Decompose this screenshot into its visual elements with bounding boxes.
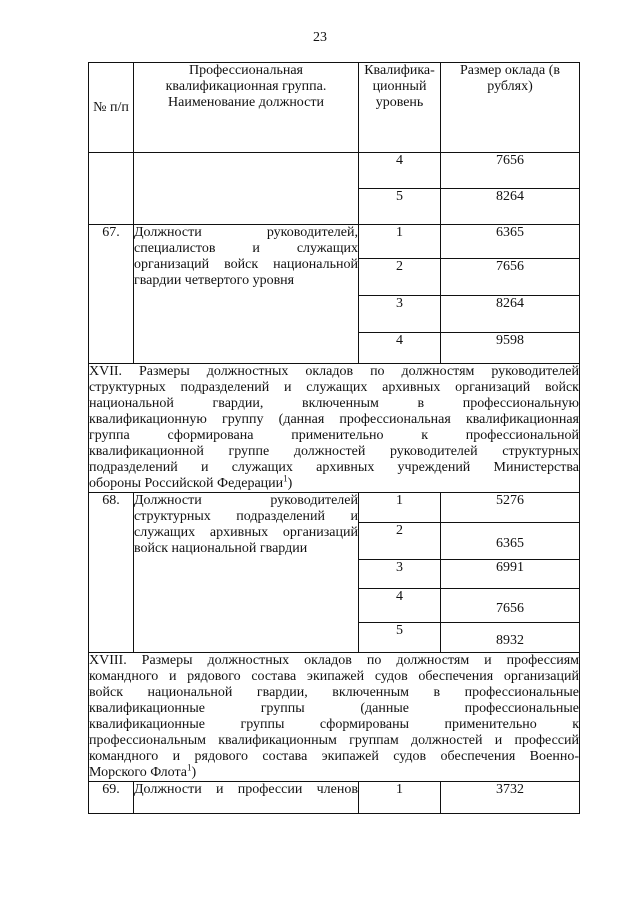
level-cell: 1 <box>359 782 441 814</box>
section-xviii-heading <box>89 653 580 782</box>
name-line: гвардии четвертого уровня <box>134 273 295 288</box>
salary-cell: 5276 <box>441 493 580 523</box>
name-line: специалистов и служащих <box>134 241 358 256</box>
section-line <box>89 762 579 781</box>
salary-cell: 8932 <box>441 623 580 653</box>
section-line: группа сформирована применительно к профессиональной <box>89 428 579 443</box>
salary-cell: 9598 <box>441 333 580 364</box>
section-line: XVII. Размеры должностных окладов по должностям руководителей <box>89 364 579 379</box>
level-cell: 1 <box>359 225 441 259</box>
section-line-text: Морского Флота <box>89 765 187 780</box>
section-heading-row <box>89 653 580 782</box>
table-row <box>89 225 580 259</box>
section-line: XVIII. Размеры должностных окладов по должностям и профессиям <box>89 653 579 668</box>
name-line: Должности руководителей <box>134 493 358 508</box>
section-line: профессиональным квалификационным группам должностей и профессий <box>89 733 579 748</box>
level-cell: 4 <box>359 333 441 364</box>
position-name <box>134 225 359 364</box>
level-cell: 4 <box>359 153 441 189</box>
section-line: квалификационной группе должностей руководителей структурных <box>89 444 579 459</box>
section-line: квалификационные группы сформированы применительно к <box>89 717 579 732</box>
table-header-row <box>89 63 580 153</box>
section-line: войск национальной гвардии, включенным в профессиональные <box>89 685 579 700</box>
level-cell: 4 <box>359 589 441 623</box>
header-name: Профессиональная квалификационная группа. Наименование должности <box>134 63 359 153</box>
name-line: служащих архивных организаций <box>134 525 358 540</box>
salary-cell: 6365 <box>441 523 580 560</box>
section-line: командного и рядового состава экипажей судов обеспечения организаций <box>89 669 579 684</box>
salary-cell: 3732 <box>441 782 580 814</box>
salary-table <box>88 62 580 814</box>
closing-paren: ) <box>191 765 197 780</box>
section-xvii-heading <box>89 364 580 493</box>
row-number: 68. <box>89 493 134 653</box>
row-number: 69. <box>89 782 134 814</box>
position-name <box>134 493 359 653</box>
salary-cell: 8264 <box>441 189 580 225</box>
header-salary: Размер оклада (в рублях) <box>441 63 580 153</box>
section-line: командного и рядового состава экипажей судов обеспечения Военно- <box>89 749 579 764</box>
table-row <box>89 153 580 189</box>
salary-cell: 7656 <box>441 259 580 296</box>
header-level: Квалифика-ционный уровень <box>359 63 441 153</box>
section-line: квалификационные группы (данные профессиональные <box>89 701 579 716</box>
page-number: 23 <box>313 30 327 45</box>
name-cell-empty <box>134 153 359 225</box>
name-line: Должности руководителей, <box>134 225 358 240</box>
section-line: национальной гвардии, включенным в профессиональную <box>89 396 579 411</box>
row-number: 67. <box>89 225 134 364</box>
level-cell: 3 <box>359 560 441 589</box>
header-num: № п/п <box>89 63 134 153</box>
footnote-mark: 1 <box>186 762 192 773</box>
name-line: организаций войск национальной <box>134 257 358 272</box>
level-cell: 2 <box>359 523 441 560</box>
section-line: квалификационную группу (данная профессиональная квалификационная <box>89 412 579 427</box>
section-line: структурных подразделений и служащих архивных организаций войск <box>89 380 579 395</box>
section-heading-row <box>89 364 580 493</box>
num-cell-empty <box>89 153 134 225</box>
salary-cell: 8264 <box>441 296 580 333</box>
level-cell: 3 <box>359 296 441 333</box>
salary-cell: 6991 <box>441 560 580 589</box>
salary-cell: 7656 <box>441 589 580 623</box>
salary-cell: 6365 <box>441 225 580 259</box>
closing-paren: ) <box>287 476 293 491</box>
section-line-text: обороны Российской Федерации <box>89 476 284 491</box>
name-line: структурных подразделений и <box>134 509 358 524</box>
section-line <box>89 473 579 492</box>
position-name: Должности и профессии членов <box>134 782 359 814</box>
table-row <box>89 493 580 523</box>
level-cell: 5 <box>359 623 441 653</box>
table-row <box>89 782 580 814</box>
footnote-mark: 1 <box>283 473 288 484</box>
level-cell: 5 <box>359 189 441 225</box>
level-cell: 2 <box>359 259 441 296</box>
name-line: войск национальной гвардии <box>134 541 308 556</box>
salary-cell: 7656 <box>441 153 580 189</box>
section-line: подразделений и служащих архивных учреждений Министерства <box>89 460 579 475</box>
level-cell: 1 <box>359 493 441 523</box>
